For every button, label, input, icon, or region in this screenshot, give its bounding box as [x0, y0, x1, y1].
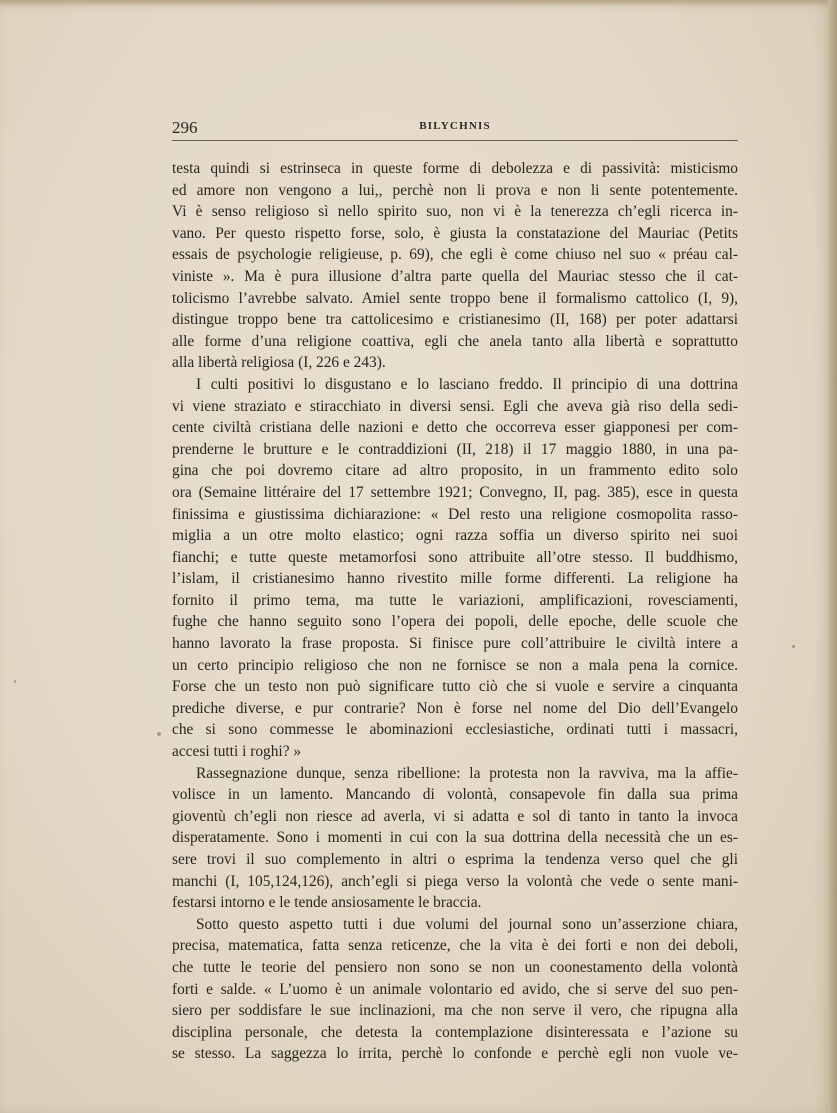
running-header	[172, 116, 738, 141]
text-line: volisce in un lamento. Mancando di volontà, consapevole fin dalla sua prima	[172, 786, 738, 804]
text-line: un certo principio religioso che non ne fornisce se non a mala pena la cornice.	[172, 656, 738, 674]
text-line: festarsi intorno e le tende ansiosamente le braccia.	[172, 894, 482, 912]
text-line: cente civiltà cristiana delle nazioni e detto che occorreva esser giapponesi per com-	[172, 419, 738, 437]
page-number: 296	[172, 118, 198, 137]
text-line: accesi tutti i roghi? »	[172, 743, 302, 761]
page-right-edge	[828, 0, 837, 1113]
text-line: viniste ». Ma è pura illusione d’altra parte quella del Mauriac stesso che il cat-	[172, 267, 738, 285]
text-line: prediche diverse, e pur contrarie? Non è forse nel nome del Dio dell’Evangelo	[172, 699, 738, 717]
text-line: finissima e giustissima dichiarazione: « Del resto una religione cosmopolita rasso-	[172, 505, 738, 523]
text-line: ed amore non vengono a lui,, perchè non li prova e non li sente potentemente.	[172, 181, 738, 199]
text-line: disperatamente. Sono i momenti in cui con la sua dottrina della necessità che un es-	[172, 829, 738, 847]
text-line: vano. Per questo rispetto forse, solo, è giusta la constatazione del Mauriac (Petits	[172, 224, 738, 242]
text-line: disciplina personale, che detesta la contemplazione disinteressata e l’azione su	[172, 1023, 738, 1041]
text-line: che si sono commesse le abominazioni ecclesiastiche, ordinati tutti i massacri,	[172, 721, 738, 739]
text-line: I culti positivi lo disgustano e lo lasciano freddo. Il principio di una dottrina	[196, 375, 738, 393]
text-line: l’islam, il cristianesimo hanno rivestito mille forme differenti. La religione ha	[172, 570, 738, 588]
text-line: Rassegnazione dunque, senza ribellione: la protesta non la ravviva, ma la affie-	[196, 764, 738, 782]
paper-speck	[157, 732, 161, 736]
body-text	[172, 158, 738, 1065]
text-line: ora (Semaine littéraire del 17 settembre 1921; Convegno, II, pag. 385), esce in questa	[172, 483, 738, 501]
text-line: siero per soddisfare le sue inclinazioni, ma che non serve il vero, che ripugna alla	[172, 1002, 738, 1020]
text-line: prenderne le brutture e le contraddizioni (II, 218) il 17 maggio 1880, in una pa-	[172, 440, 738, 458]
text-line: miglia a un otre molto elastico; ogni razza soffia un diverso spirito nei suoi	[172, 527, 738, 545]
text-line: testa quindi si estrinseca in queste forme di debolezza e di passività: misticismo	[172, 160, 738, 177]
text-line: gioventù ch’egli non riesce ad averla, vi si adatta e sol di tanto in tanto la invoca	[172, 807, 738, 825]
text-line: precisa, matematica, fatta senza reticenze, che la vita è dei forti e non dei deboli,	[172, 937, 738, 955]
text-line: fianchi; e tutte queste metamorfosi sono attribuite all’otre stesso. Il buddhismo,	[172, 548, 738, 566]
text-line: alla libertà religiosa (I, 226 e 243).	[172, 354, 386, 372]
text-line: vi viene straziato e stiracchiato in diversi sensi. Egli che aveva già riso della sedi-	[172, 397, 738, 415]
page-top-edge	[0, 0, 837, 6]
text-line: Vi è senso religioso sì nello spirito suo, non vi è la tenerezza ch’egli ricerca in-	[172, 203, 738, 221]
text-line: distingue troppo bene tra cattolicesimo e cristianesimo (II, 168) per poter adattarsi	[172, 311, 738, 329]
text-line: essais de psychologie religieuse, p. 69), che egli è come chiuso nel suo « préau cal-	[172, 246, 738, 264]
text-line: se stesso. La saggezza lo irrita, perchè lo confonde e perchè egli non vuole ve-	[172, 1045, 738, 1063]
text-line: tolicismo l’avrebbe salvato. Amiel sente troppo bene il formalismo cattolico (I, 9),	[172, 289, 738, 307]
text-line: gina che poi dovremo citare ad altro proposito, in un frammento edito solo	[172, 462, 738, 480]
text-line: alle forme d’una religione coattiva, egli che anela tanto alla libertà e soprattutto	[172, 332, 738, 350]
text-line: manchi (I, 105,124,126), anch’egli si piega verso la volontà che vede o sente mani-	[172, 872, 738, 890]
text-line: Sotto questo aspetto tutti i due volumi del journal sono un’asserzione chiara,	[196, 915, 738, 933]
running-title: BILYCHNIS	[419, 120, 491, 132]
paper-speck	[792, 645, 795, 648]
text-line: forti e salde. « L’uomo è un animale volontario ed avido, che si serve del suo pen-	[172, 980, 738, 998]
paper-speck	[14, 680, 16, 683]
text-line: fughe che hanno seguito sono l’opera dei popoli, delle epoche, delle scuole che	[172, 613, 738, 631]
text-line: sere trovi il suo complemento in altri o esprima la tendenza verso quel che gli	[172, 851, 738, 868]
text-line: fornito il primo tema, ma tutte le variazioni, amplificazioni, rovesciamenti,	[172, 591, 738, 609]
text-line: che tutte le teorie del pensiero non sono se non un coonestamento della volontà	[172, 958, 738, 976]
text-line: hanno lavorato la frase proposta. Si finisce pure coll’attribuire le civiltà intere a	[172, 635, 738, 653]
text-line: Forse che un testo non può significare tutto ciò che si vuole e servire a cinquanta	[172, 678, 738, 696]
